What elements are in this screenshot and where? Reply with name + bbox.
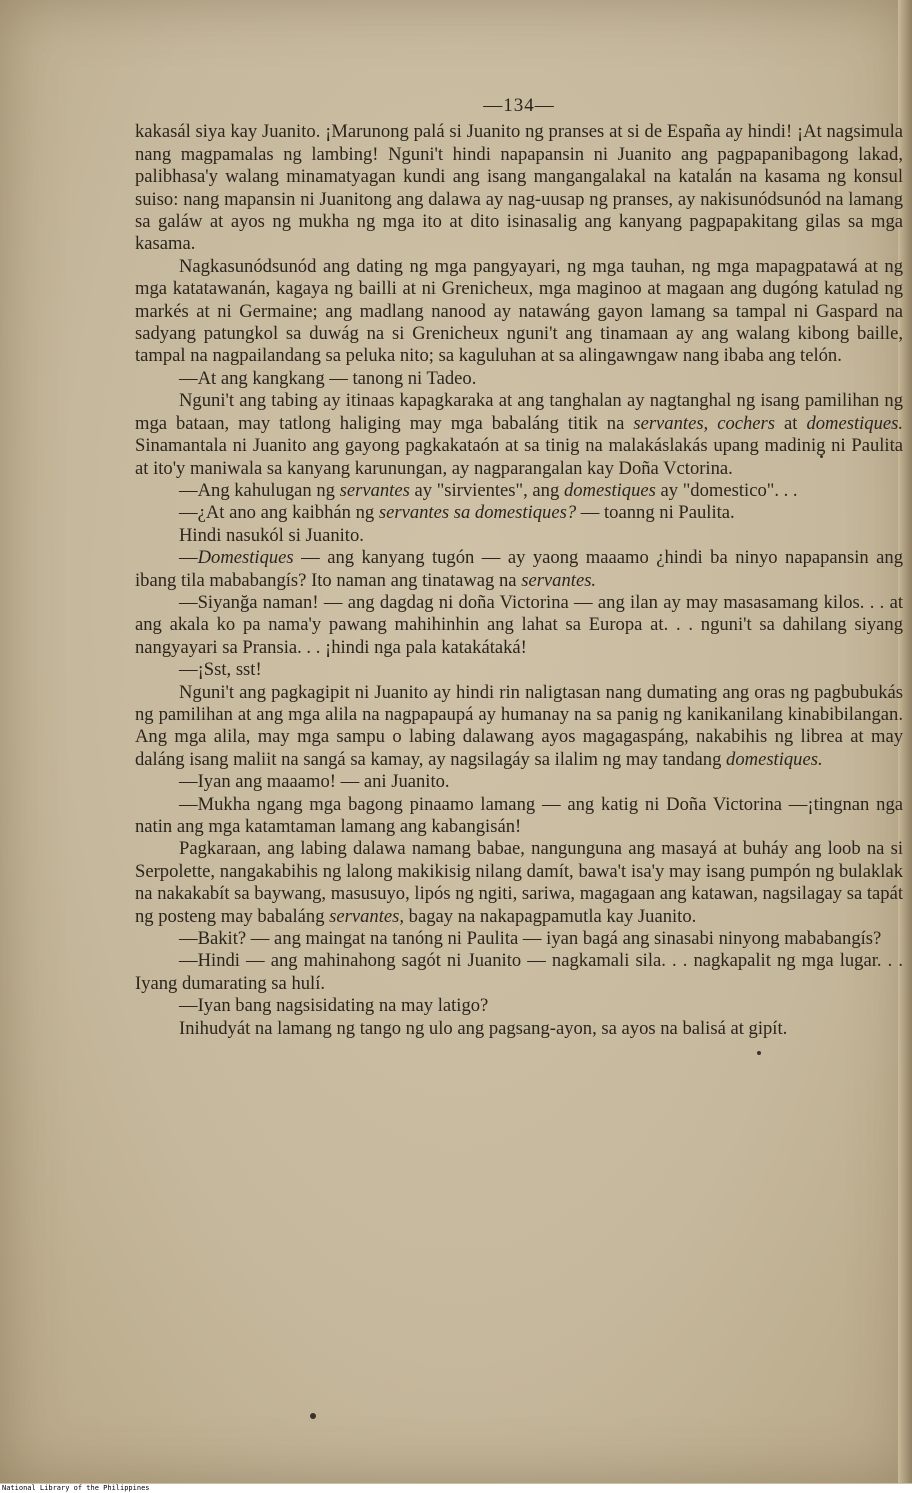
paragraph: —Siyanğa naman! — ang dagdag ni doña Victorina — ang ilan ay may masasamang kilos. . . at ang akala ko pa nama'y pawang mahihinhin ang lahat sa Europa at. . . nguni't sa dahilang siyang nangyayari sa Pransia. . . ¡hindi nga pala katakátaká! bbox=[135, 591, 903, 658]
text-run: Nguni't ang tabing ay itinaas kapagkaraka at ang tanghalan ay nagtanghal ng isang pamilihan ng mga bataan, may tatlong haliging may mga babaláng titik na bbox=[135, 390, 903, 434]
paragraph: —Iyan ang maaamo! — ani Juanito. bbox=[179, 771, 450, 793]
italic-term: servantes, bbox=[329, 905, 405, 927]
paragraph: Nagkasunódsunód ang dating ng mga pangyayari, ng mga tauhan, ng mga mapagpatawá at ng mga katatawanán, kagaya ng bailli at ni Grenicheux, mga maginoo at magaan ang dugóng katulad ng markés at ni Germaine; ang madlang nanood ay natawáng gayon lamang sa tampal ni Gaspard na sadyang patungkol sa duwág na si Grenicheux nguni't ang tinamaan ay ang walang kibong baille, tampal na nagpailandang sa peluka nito; sa kaguluhan at sa alingawngaw nang ibaba ang telón. bbox=[135, 255, 903, 367]
text-run: — ang kanyang tugón — ay yaong maaamo ¿hindi ba ninyo napapansin ang ibang tila mababangís? Ito naman ang tinatawag na bbox=[135, 547, 903, 591]
paragraph bbox=[135, 390, 903, 480]
text-run: — bbox=[179, 547, 198, 569]
text-run: — toanng ni Paulita. bbox=[576, 502, 735, 524]
paragraph: —¡Sst, sst! bbox=[179, 659, 262, 681]
text-run: Sinamantala ni Juanito ang gayong pagkakataón at sa tinig na malakáslakás upang madinig ni Paulita at ito'y maniwala sa kanyang karunungan, ay nagparangalan kay Doña Vctorina. bbox=[135, 435, 903, 479]
italic-term: domestiques. bbox=[726, 748, 823, 770]
paragraph bbox=[135, 480, 903, 502]
footer-credit: National Library of the Philippines bbox=[0, 1484, 912, 1493]
italic-term: servantes bbox=[339, 479, 410, 501]
italic-term: servantes. bbox=[521, 569, 597, 591]
paragraph: —Iyan bang nagsisidating na may latigo? bbox=[179, 995, 489, 1017]
ink-speck bbox=[310, 1413, 316, 1419]
document-body bbox=[135, 95, 903, 1040]
paragraph: —Bakit? — ang maingat na tanóng ni Paulita — iyan bagá ang sinasabi ninyong mababangís? bbox=[179, 928, 882, 950]
text-run: Nguni't ang pagkagipit ni Juanito ay hindi rin naligtasan nang dumating ang oras ng pagbubukás ng pamilihan at ang mga alila na nagpapaupá ay humanay na sa panig ng kanikanilang kinabibilangan. Ang mga alila, may mga sampu o labing dalawang ayos magagaspáng, nakabihis ng librea at may daláng isang maliit na sangá sa kamay, ay nagsilagáy sa ilalim ng may tandang bbox=[135, 681, 903, 770]
italic-term: domestiques. bbox=[806, 412, 904, 434]
italic-term: Domestiques bbox=[197, 547, 294, 569]
paragraph: Inihudyát na lamang ng tango ng ulo ang pagsang-ayon, sa ayos na balisá at gipít. bbox=[179, 1017, 788, 1039]
text-run: ay "sirvientes", ang bbox=[409, 479, 564, 501]
paragraph: kakasál siya kay Juanito. ¡Marunong palá si Juanito ng pranses at si de España ay hindi! ¡At nagsimula nang magpamalas ng lambing! Nguni't hindi napapansin ni Juanito ang pagpapanibagong lakad, palibhasa'y walang minamatyagan kundi ang isang mangangalakal na katalán na kasama ng konsul suiso: nang mapansin ni Juanitong ang dalawa ay nag-uusap ng pranses, ay nakisunódsunód na lamang sa galáw at ayos ng mukha ng mga ito at dito isinasalig ang kanyang pagpapakitang gilas sa mga kasama. bbox=[135, 121, 903, 255]
paragraph: —At ang kangkang — tanong ni Tadeo. bbox=[179, 367, 477, 389]
ink-speck bbox=[757, 1051, 761, 1055]
text-run: Pagkaraan, ang labing dalawa namang babae, nangunguna ang masayá at buháy ang loob na si Serpolette, nangakabihis ng lalong makikisig nilang damít, bawa't isa'y may isang pumpón ng bulaklak na nakakabít sa baywang, masusuyo, lipós ng ngiti, sariwa, magagaan ang katawan, nagsilagay sa tapát ng posteng may babaláng bbox=[135, 838, 903, 927]
text-run: —¿At ano ang kaibhán ng bbox=[179, 502, 379, 524]
text-run: bagay na nakapagpamutla kay Juanito. bbox=[404, 905, 697, 927]
paragraph: —Hindi — ang mahinahong sagót ni Juanito — nagkamali sila. . . nagkapalit ng mga lugar. . . Iyang dumarating sa hulí. bbox=[135, 950, 903, 994]
italic-term: servantes sa domestiques? bbox=[378, 502, 577, 524]
text-run: at bbox=[775, 412, 807, 434]
paragraphs bbox=[135, 121, 903, 1040]
paragraph: —Mukha ngang mga bagong pinaamo lamang — ang katig ni Doña Victorina —¡tingnan nga natin ang mga katamtaman lamang ang kabangisán! bbox=[135, 793, 903, 837]
paragraph bbox=[135, 682, 903, 772]
text-run: ay "domestico". . . bbox=[655, 479, 798, 501]
paragraph bbox=[135, 547, 903, 592]
paragraph bbox=[135, 838, 903, 928]
italic-term: servantes, cochers bbox=[633, 412, 776, 434]
italic-term: domestiques bbox=[563, 479, 656, 501]
paragraph bbox=[135, 502, 903, 524]
page-number: —134— bbox=[483, 95, 555, 116]
text-run: —Ang kahulugan ng bbox=[179, 479, 340, 501]
paragraph: Hindi nasukól si Juanito. bbox=[179, 524, 364, 546]
